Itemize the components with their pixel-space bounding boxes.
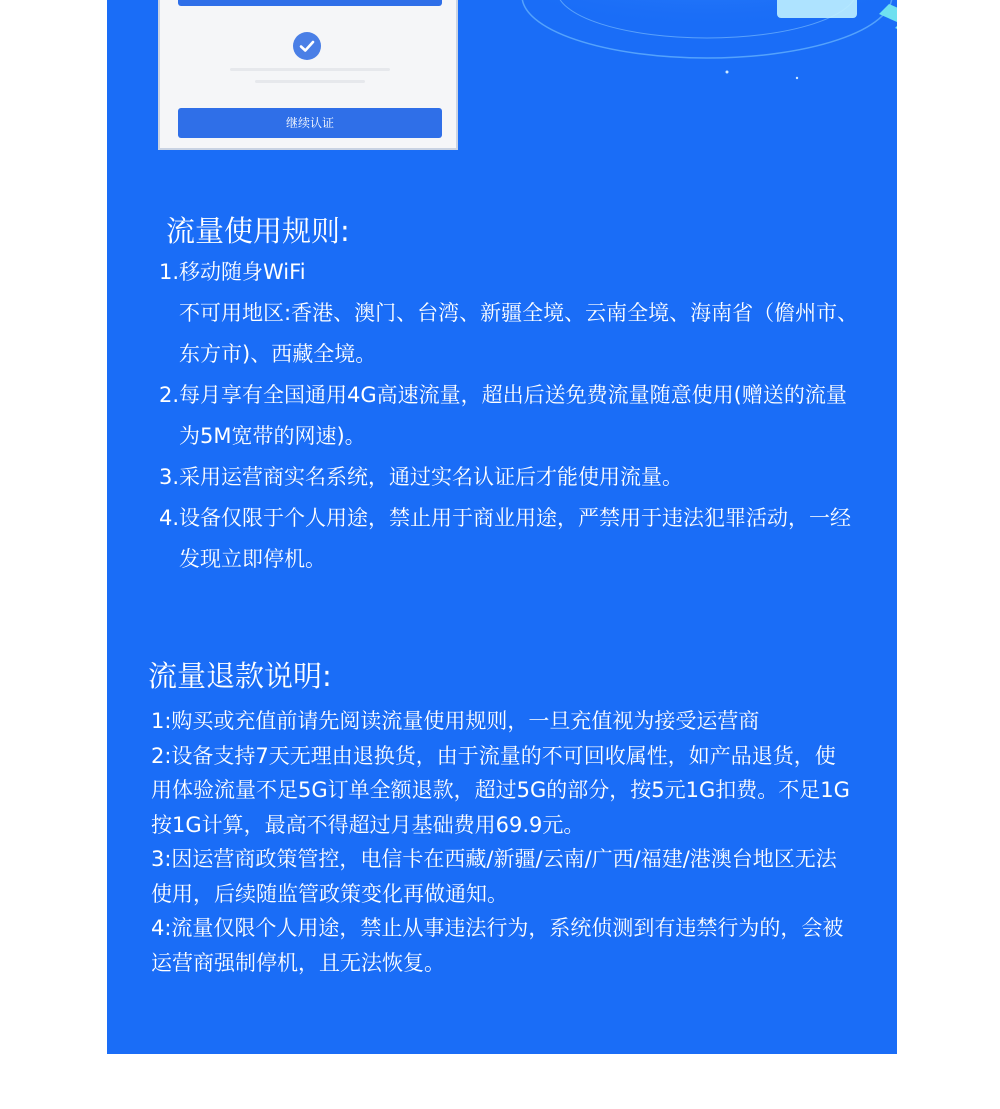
list-item	[159, 498, 859, 580]
list-item-text: 每月享有全国通用4G高速流量，超出后送免费流量随意使用(赠送的流量为5M宽带的网速)。	[179, 383, 847, 448]
refund-paragraph: 4:流量仅限个人用途，禁止从事违法行为，系统侦测到有违禁行为的，会被运营商强制停机，且无法恢复。	[151, 916, 844, 975]
network-illustration	[497, 0, 897, 90]
content-panel	[107, 0, 897, 1054]
list-item-subtext: 不可用地区:香港、澳门、台湾、新疆全境、云南全境、海南省（儋州市、东方市)、西藏全境。	[179, 301, 859, 366]
refund-paragraph: 1:购买或充值前请先阅读流量使用规则，一旦充值视为接受运营商	[151, 709, 760, 733]
list-item-number: 2.	[159, 383, 180, 407]
continue-verification-button[interactable]: 继续认证	[178, 108, 442, 138]
refund-paragraph: 2:设备支持7天无理由退换货，由于流量的不可回收属性，如产品退货，使用体验流量不足5G订单全额退款，超过5G的部分，按5元1G扣费。不足1G按1G计算，最高不得超过月基础费用69.9元。	[151, 743, 850, 837]
phone-screenshot	[158, 0, 458, 150]
placeholder-line	[230, 68, 390, 71]
phone-top-button	[178, 0, 442, 6]
list-item	[159, 375, 859, 457]
placeholder-line	[255, 80, 365, 83]
refund-policy-title: 流量退款说明:	[148, 659, 332, 693]
list-item-text: 采用运营商实名系统，通过实名认证后才能使用流量。	[179, 465, 683, 489]
refund-policy-body	[151, 704, 851, 980]
refund-paragraph: 3:因运营商政策管控，电信卡在西藏/新疆/云南/广西/福建/港澳台地区无法使用，后续随监管政策变化再做通知。	[151, 847, 837, 906]
list-item-number: 1.	[159, 260, 180, 284]
list-item-text: 移动随身WiFi	[179, 260, 306, 284]
list-item	[159, 252, 859, 375]
list-item-text: 设备仅限于个人用途，禁止用于商业用途，严禁用于违法犯罪活动，一经发现立即停机。	[179, 506, 851, 571]
list-item	[159, 457, 859, 498]
list-item-number: 3.	[159, 465, 180, 489]
check-circle-icon	[293, 32, 321, 60]
list-item-number: 4.	[159, 506, 180, 530]
usage-rules-list	[159, 252, 859, 580]
usage-rules-title: 流量使用规则:	[166, 214, 350, 248]
